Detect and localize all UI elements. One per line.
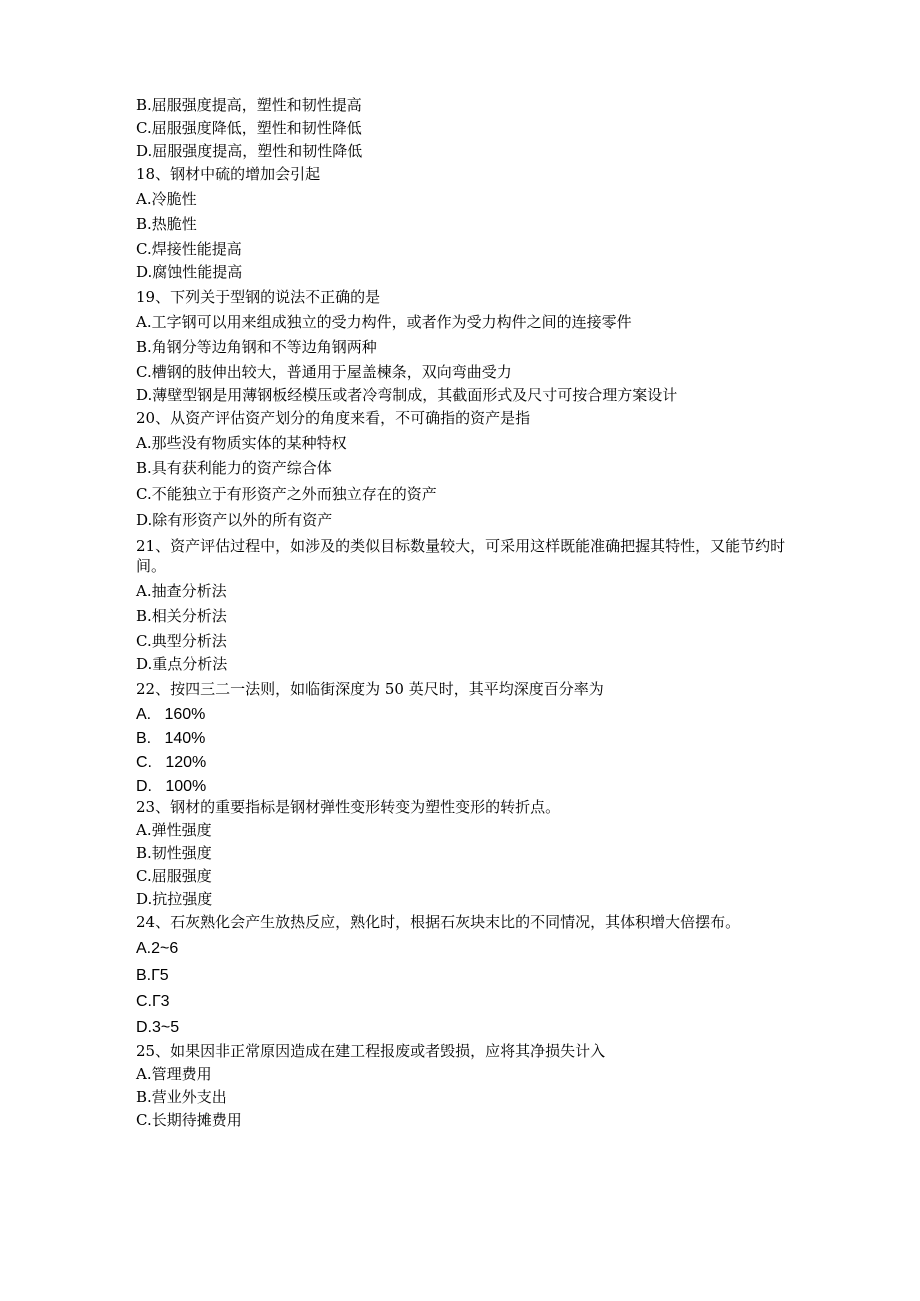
q18-option-c: C.焊接性能提高 [136, 240, 242, 258]
q20-option-b: B.具有获利能力的资产综合体 [136, 459, 332, 477]
document-page [136, 95, 796, 1130]
q17-option-c: C.屈服强度降低，塑性和韧性降低 [136, 119, 362, 137]
q19-option-d: D.薄壁型钢是用薄钢板经模压或者冷弯制成，其截面形式及尺寸可按合理方案设计 [136, 386, 678, 404]
q24-option-d: D.3~5 [136, 1019, 180, 1036]
q23-question: 23、钢材的重要指标是钢材弹性变形转变为塑性变形的转折点。 [136, 798, 561, 816]
q23-option-b: B.韧性强度 [136, 844, 212, 862]
q18-question: 18、钢材中硫的增加会引起 [136, 165, 321, 183]
q20-question: 20、从资产评估资产划分的角度来看，不可确指的资产是指 [136, 409, 531, 427]
q23-option-a: A.弹性强度 [136, 821, 212, 839]
q20-option-c: C.不能独立于有形资产之外而独立存在的资产 [136, 485, 437, 503]
q19-question: 19、下列关于型钢的说法不正确的是 [136, 288, 381, 306]
q21-option-d: D.重点分析法 [136, 655, 228, 673]
q22-option-d: D. 100% [136, 778, 207, 795]
q19-option-c: C.槽钢的肢伸出较大，普通用于屋盖楝条，双向弯曲受力 [136, 363, 512, 381]
q24-option-a: A.2~6 [136, 940, 179, 957]
q17-option-d: D.屈服强度提高，塑性和韧性降低 [136, 142, 363, 160]
q17-option-b: B.屈服强度提高，塑性和韧性提高 [136, 96, 362, 114]
q18-option-b: B.热脆性 [136, 215, 197, 233]
q23-option-c: C.屈服强度 [136, 867, 212, 885]
q23-option-d: D.抗拉强度 [136, 890, 213, 908]
q21-option-c: C.典型分析法 [136, 632, 227, 650]
q21-question: 21、资产评估过程中，如涉及的类似目标数量较大，可采用这样既能准确把握其特性，又能节约时间。 [136, 537, 786, 575]
q19-option-a: A.工字钢可以用来组成独立的受力构件，或者作为受力构件之间的连接零件 [136, 313, 632, 331]
q19-option-b: B.角钢分等边角钢和不等边角钢两种 [136, 338, 377, 356]
q20-option-d: D.除有形资产以外的所有资产 [136, 511, 333, 529]
q22-option-b: B. 140% [136, 730, 206, 747]
q25-option-b: B.营业外支出 [136, 1088, 227, 1106]
q25-question: 25、如果因非正常原因造成在建工程报废或者毁损，应将其净损失计入 [136, 1042, 606, 1060]
q24-option-b: B.Г5 [136, 967, 169, 984]
q24-option-c: C.Г3 [136, 993, 170, 1010]
q25-option-c: C.长期待摊费用 [136, 1111, 242, 1129]
q22-question: 22、按四三二一法则，如临街深度为 50 英尺时，其平均深度百分率为 [136, 680, 604, 698]
q22-option-c: C. 120% [136, 754, 207, 771]
q21-option-a: A.抽查分析法 [136, 582, 227, 600]
q25-option-a: A.管理费用 [136, 1065, 212, 1083]
q24-question: 24、石灰熟化会产生放热反应，熟化时，根据石灰块末比的不同情况，其体积增大倍摆布。 [136, 913, 741, 931]
q20-option-a: A.那些没有物质实体的某种特权 [136, 434, 347, 452]
q22-option-a: A. 160% [136, 706, 206, 723]
q21-option-b: B.相关分析法 [136, 607, 227, 625]
q18-option-d: D.腐蚀性能提高 [136, 263, 243, 281]
q18-option-a: A.冷脆性 [136, 190, 197, 208]
